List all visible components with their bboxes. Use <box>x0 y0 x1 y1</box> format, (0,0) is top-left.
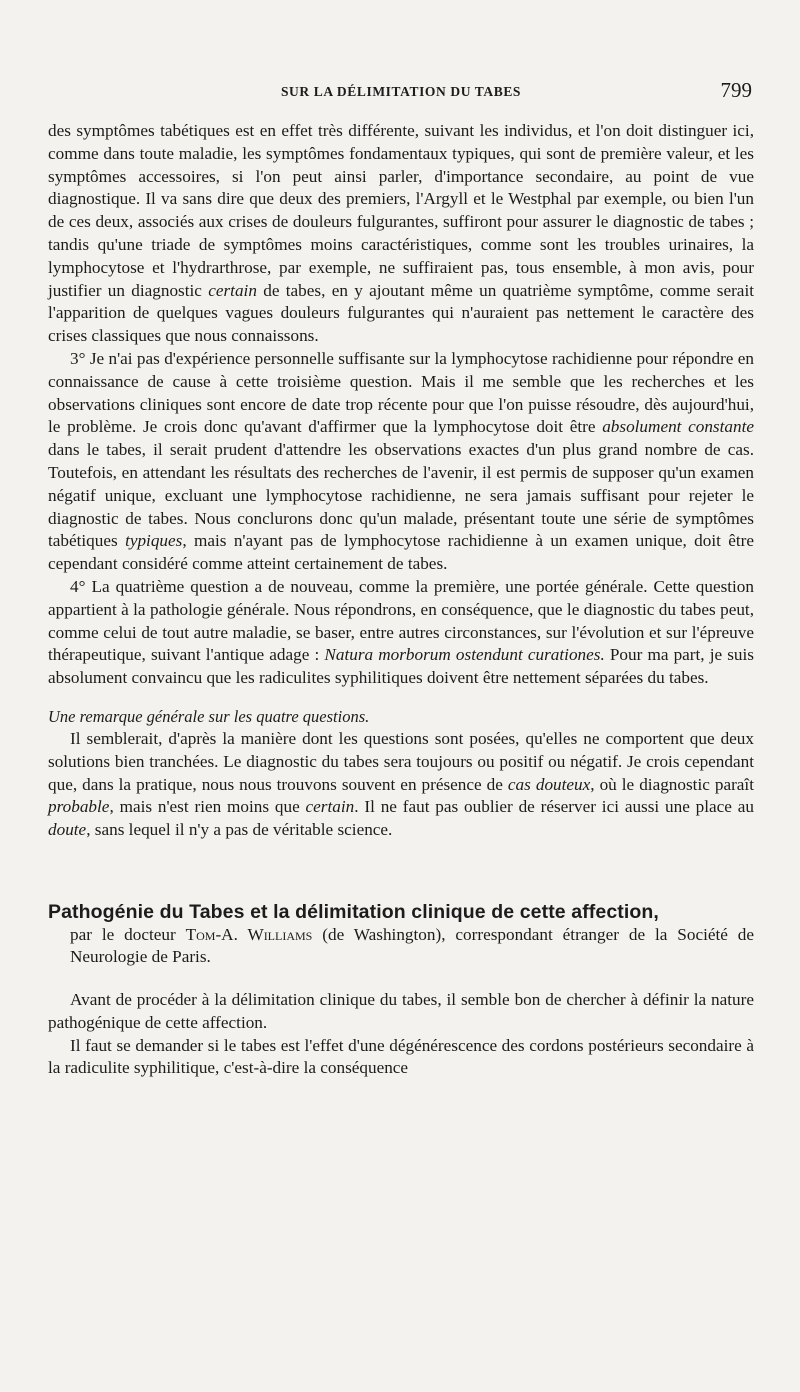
author-prefix: par le docteur <box>70 924 186 944</box>
text-run: de tabes, en y ajoutant même un quatrième symptôme, comme serait l'apparition de quelques vagues douleurs fulgurantes qui n'auraient pas nettement le caractère des crises classiques que nous connaissons. <box>48 280 754 346</box>
italic-run: doute <box>48 820 87 840</box>
italic-run: probable <box>48 797 110 817</box>
italic-run: certain <box>305 797 355 817</box>
paragraph <box>48 576 754 690</box>
text-run: Il semblerait, d'après la manière dont les questions sont posées, qu'elles ne comportent que deux solutions bien tranchées. Le diagnostic du tabes sera toujours ou positif ou négatif. Je crois cependant que, dans la pratique, nous nous trouvons souvent en présence de <box>48 728 754 794</box>
text-run: 4° La quatrième question a de nouveau, comme la première, une portée générale. Cette question appartient à la pathologie générale. Nous répondrons, en conséquence, que le diagnostic du tabes peut, comme celui de tout autre maladie, se baser, entre autres circonstances, sur l'évolution et sur l'épreuve thérapeutique, suivant l'antique adage : <box>48 576 754 665</box>
text-run: . Il ne faut pas oublier de réserver ici aussi une place au <box>354 797 754 817</box>
article-body <box>48 989 754 1080</box>
text-run: des symptômes tabétiques est en effet très différente, suivant les individus, et l'on doit distinguer ici, comme dans toute maladie, les symptômes fondamentaux typiques, qui sont de première valeur, et les symptômes accessoires, si l'on peut ainsi parler, d'importance secondaire, au point de vue diagnostique. Il va sans dire que deux des premiers, l'Argyll et le Westphal par exemple, ou bien l'un de ces deux, associés aux crises de douleurs fulgurantes, suffiront pour assurer le diagnostic de tabes ; tandis qu'une triade de symptômes moins caractéristiques, comme sont les troubles urinaires, la lymphocytose et l'hydrarthrose, par exemple, ne suffiraient pas, tous ensemble, à mon avis, pour justifier un diagnostic <box>48 121 754 300</box>
italic-run: certain <box>208 280 257 300</box>
article-section <box>48 900 754 1080</box>
text-run: 3° Je n'ai pas d'expérience personnelle suffisante sur la lymphocytose rachidienne pour répondre en connaissance de cause à cette troisième question. Mais il me semble que les recherches et les observations cliniques sont encore de date trop récente pour que l'on puisse résoudre, dès aujourd'hui, le problème. Je crois donc qu'avant d'affirmer que la lymphocytose doit être <box>48 348 754 437</box>
text-run: dans le tabes, il serait prudent d'attendre les observations exactes d'un plus grand nombre de cas. Toutefois, en attendant les résultats des recherches de l'avenir, il est permis de supposer qu'un examen négatif unique, excluant une lymphocytose rachidienne, ne sera jamais suffisant pour rejeter le diagnostic de tabes. Nous conclurons donc qu'un malade, présentant toute une série de symptômes tabétiques <box>48 440 754 551</box>
text-run: , sans lequel il n'y a pas de véritable science. <box>86 820 393 840</box>
paragraph: Il faut se demander si le tabes est l'effet d'une dégénérescence des cordons postérieurs secondaire à la radiculite syphilitique, c'est-à-dire la conséquence <box>48 1035 754 1078</box>
paragraph <box>48 728 754 842</box>
italic-run: absolument constante <box>602 417 754 437</box>
remark-heading: Une remarque générale sur les quatre questions. <box>48 706 370 726</box>
italic-run: Natura morborum ostendunt curationes. <box>324 645 605 665</box>
paragraph <box>48 120 754 348</box>
running-title: SUR LA DÉLIMITATION DU TABES <box>280 84 522 99</box>
paragraph: Avant de procéder à la délimitation clinique du tabes, il semble bon de chercher à définir la nature pathogénique de cette affection. <box>48 989 754 1032</box>
author-name: Tom-A. Williams <box>185 924 313 944</box>
page-header <box>48 78 754 108</box>
text-run: , mais n'est rien moins que <box>109 797 306 817</box>
text-run: Pour ma part, je suis absolument convaincu que les radiculites syphilitiques doivent être nettement séparées du tabes. <box>48 645 754 688</box>
text-run: , mais n'ayant pas de lymphocytose rachidienne à un examen unique, doit être cependant considéré comme atteint certainement de tabes. <box>48 531 754 574</box>
body-text <box>48 120 754 842</box>
article-author-line <box>48 924 754 969</box>
document-page <box>48 78 754 1080</box>
page-number: 799 <box>720 78 752 102</box>
paragraph <box>48 348 754 576</box>
text-run: , où le diagnostic paraît <box>590 774 754 794</box>
article-title: Pathogénie du Tabes et la délimitation clinique de cette affection, <box>48 900 659 923</box>
italic-run: typiques <box>125 531 183 551</box>
author-suffix: (de Washington), correspondant étranger de la Société de Neurologie de Paris. <box>70 924 755 967</box>
italic-run: cas douteux <box>507 774 591 794</box>
